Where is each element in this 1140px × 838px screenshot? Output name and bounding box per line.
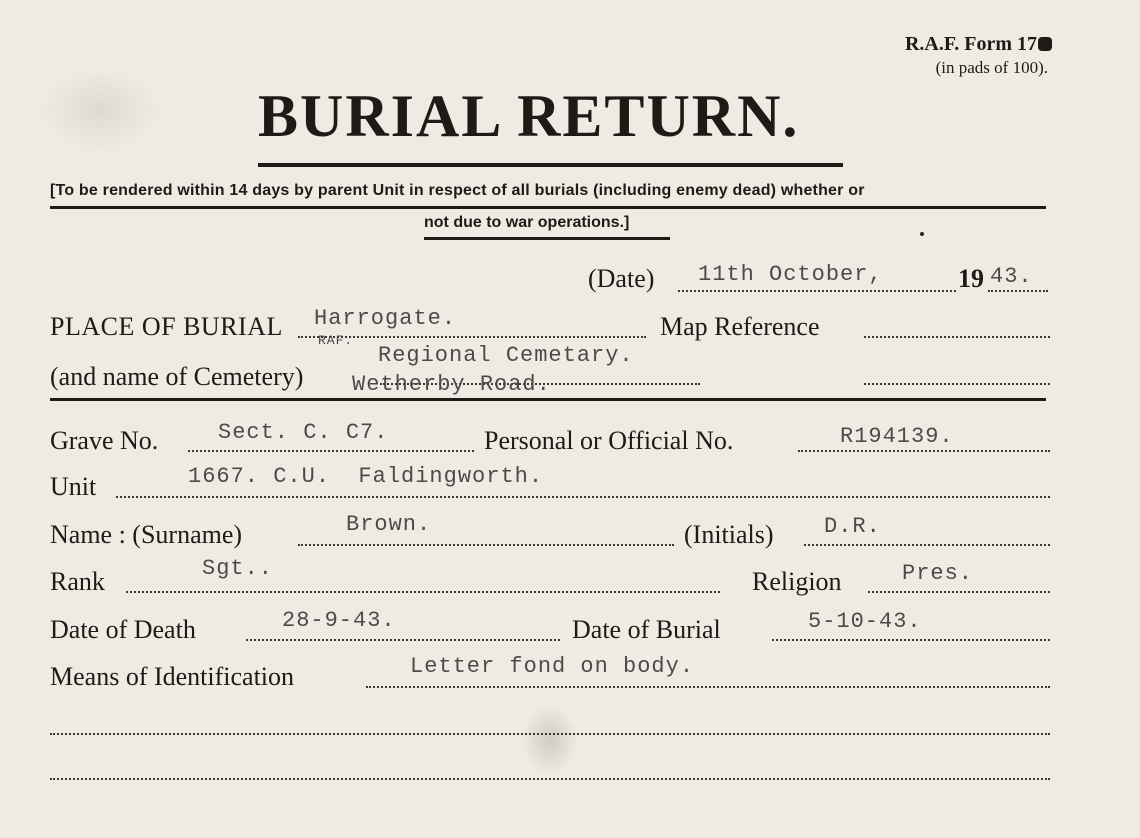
title-underline (258, 163, 843, 167)
date-of-burial-dotted-line (772, 639, 1050, 641)
blank-dotted-line-1[interactable] (50, 733, 1050, 735)
grave-number-label: Grave No. (50, 426, 159, 455)
instruction-line-1: [To be rendered within 14 days by parent Unit in respect of all burials (including enemy dead) whether or (50, 182, 865, 199)
personal-number-label: Personal or Official No. (484, 426, 734, 455)
unit-label: Unit (50, 472, 97, 501)
surname-dotted-line (298, 544, 674, 546)
map-reference-dotted-line[interactable] (864, 336, 1050, 338)
stray-dot (920, 232, 924, 236)
map-reference-dotted-line-2[interactable] (864, 383, 1050, 385)
initials-value[interactable]: D.R. (824, 514, 881, 539)
form-pads-note: (in pads of 100). (935, 58, 1048, 77)
form-number-text: R.A.F. Form 17 (904, 33, 1037, 55)
rank-value[interactable]: Sgt.. (202, 556, 274, 581)
form-number (905, 32, 1052, 80)
identification-dotted-line (366, 686, 1050, 688)
date-of-death-value[interactable]: 28-9-43. (282, 608, 396, 633)
rank-label: Rank (50, 567, 105, 596)
personal-number-dotted-line (798, 450, 1050, 452)
date-year-value[interactable]: 43. (990, 264, 1033, 289)
grave-dotted-line (188, 450, 474, 452)
section-divider (50, 398, 1046, 401)
religion-label: Religion (752, 567, 842, 596)
form-number-ink-blot (1038, 37, 1052, 51)
surname-value[interactable]: Brown. (346, 512, 432, 537)
instruction-underline (424, 237, 670, 240)
unit-value[interactable]: 1667. C.U. Faldingworth. (188, 464, 544, 489)
cemetery-line-1-value[interactable]: Regional Cemetary. (378, 343, 634, 368)
cemetery-prefix-value: RAF. (318, 333, 354, 348)
instruction-rule (50, 206, 1046, 209)
initials-dotted-line (804, 544, 1050, 546)
instruction-line-2: not due to war operations.] (424, 214, 630, 231)
date-day-month-value[interactable]: 11th October, (698, 262, 883, 287)
identification-value[interactable]: Letter fond on body. (410, 654, 695, 679)
map-reference-label: Map Reference (660, 312, 820, 341)
date-of-death-dotted-line (246, 639, 560, 641)
form-title: BURIAL RETURN. (258, 83, 800, 149)
date-of-burial-label: Date of Burial (572, 615, 721, 644)
cemetery-line-2-value[interactable]: Wetherby Road. (352, 372, 551, 397)
religion-value[interactable]: Pres. (902, 561, 974, 586)
date-of-death-label: Date of Death (50, 615, 196, 644)
grave-number-value[interactable]: Sect. C. C7. (218, 420, 389, 445)
date-dotted-line (678, 290, 956, 292)
unit-dotted-line (116, 496, 1050, 498)
surname-label: Name : (Surname) (50, 520, 243, 549)
blank-dotted-line-2[interactable] (50, 778, 1050, 780)
personal-number-value[interactable]: R194139. (840, 424, 954, 449)
place-of-burial-value[interactable]: Harrogate. (314, 306, 457, 331)
cemetery-name-label: (and name of Cemetery) (50, 362, 304, 391)
date-label: (Date) (588, 264, 655, 293)
initials-label: (Initials) (684, 520, 774, 549)
rank-dotted-line (126, 591, 720, 593)
identification-label: Means of Identification (50, 662, 295, 691)
date-year-prefix: 19 (958, 264, 984, 293)
religion-dotted-line (868, 591, 1050, 593)
date-of-burial-value[interactable]: 5-10-43. (808, 609, 922, 634)
year-dotted-line (988, 290, 1048, 292)
place-of-burial-label: PLACE OF BURIAL (50, 312, 283, 341)
